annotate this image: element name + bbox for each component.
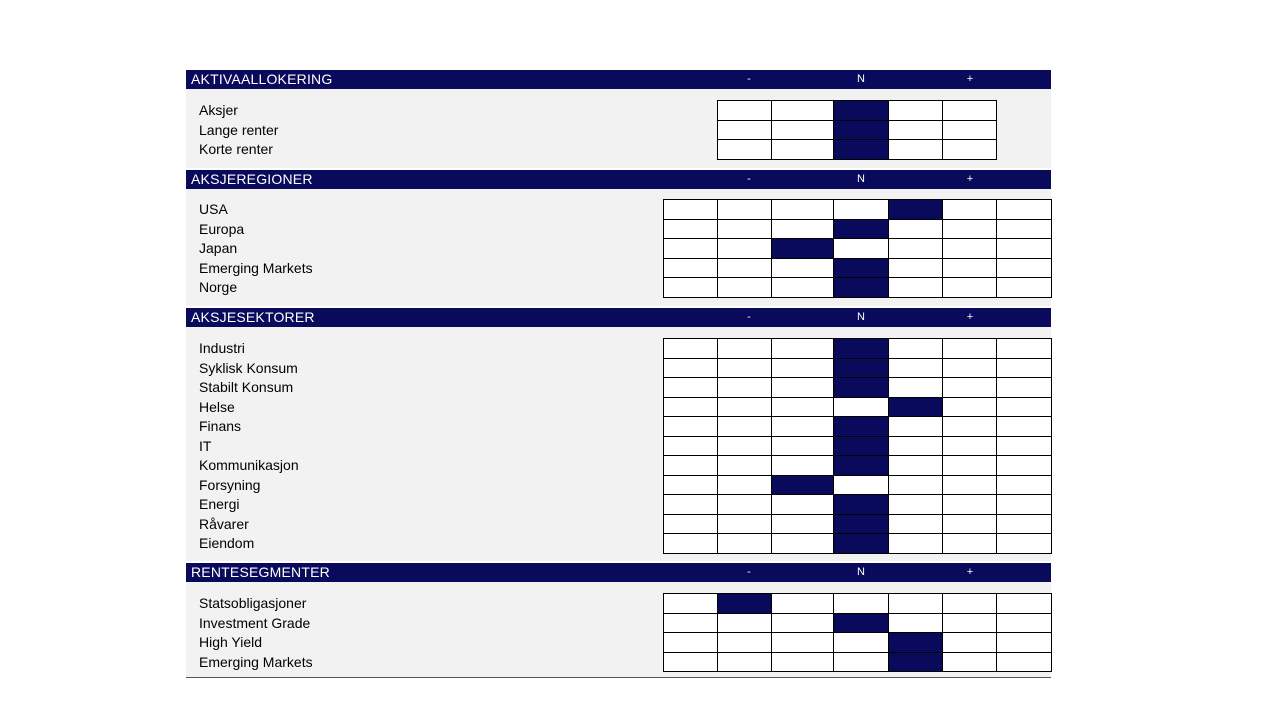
- rating-cell: [888, 377, 943, 398]
- scale-label: +: [966, 566, 974, 578]
- rating-cell: [771, 358, 834, 378]
- rating-cell: [833, 238, 889, 259]
- rating-cell: [996, 475, 1052, 495]
- row-label: Kommunikasjon: [199, 457, 299, 473]
- rating-cell: [888, 533, 943, 554]
- rating-cell: [888, 416, 943, 437]
- rating-cell: [663, 377, 718, 398]
- rating-cell: [771, 436, 834, 456]
- rating-cell-selected: [833, 120, 889, 140]
- rating-cell: [771, 397, 834, 417]
- section-header: [186, 70, 1051, 89]
- rating-cell: [663, 219, 718, 239]
- row-label: Industri: [199, 340, 245, 356]
- rating-cell-selected: [717, 593, 772, 614]
- rating-cell: [663, 277, 718, 298]
- rating-cell: [942, 514, 997, 534]
- rating-cell: [942, 120, 997, 140]
- rating-cell: [833, 397, 889, 417]
- scale-label: -: [747, 311, 751, 323]
- rating-cell: [888, 258, 943, 278]
- rating-cell: [717, 652, 772, 672]
- rating-cell: [996, 632, 1052, 653]
- rating-cell: [717, 219, 772, 239]
- rating-cell: [996, 613, 1052, 633]
- rating-cell: [771, 100, 834, 121]
- rating-cell: [833, 593, 889, 614]
- rating-cell: [717, 455, 772, 476]
- rating-cell-selected: [833, 494, 889, 515]
- row-label: Forsyning: [199, 476, 261, 493]
- rating-cell: [996, 377, 1052, 398]
- rating-cell: [771, 533, 834, 554]
- rating-cell: [942, 338, 997, 359]
- rating-cell: [996, 358, 1052, 378]
- rating-cell: [717, 100, 772, 121]
- rating-cell: [663, 338, 718, 359]
- rating-cell: [717, 613, 772, 633]
- rating-cell: [996, 436, 1052, 456]
- rating-cell: [942, 397, 997, 417]
- row-label: Finans: [199, 418, 242, 434]
- rating-cell: [717, 258, 772, 278]
- rating-cell: [888, 139, 943, 160]
- rating-cell: [771, 652, 834, 672]
- rating-cell: [942, 100, 997, 121]
- rating-cell: [663, 416, 718, 437]
- rating-cell: [717, 338, 772, 359]
- section-title: AKSJEREGIONER: [191, 171, 313, 187]
- rating-cell-selected: [771, 238, 834, 259]
- rating-cell: [717, 377, 772, 398]
- rating-cell-selected: [833, 277, 889, 298]
- rating-cell: [717, 514, 772, 534]
- rating-cell: [717, 494, 772, 515]
- rating-cell: [888, 455, 943, 476]
- rating-cell: [663, 358, 718, 378]
- rating-cell: [717, 416, 772, 437]
- rating-cell: [942, 377, 997, 398]
- scale-label: N: [857, 173, 865, 185]
- rating-cell: [771, 377, 834, 398]
- rating-cell: [888, 219, 943, 239]
- rating-cell: [942, 416, 997, 437]
- row-label: Råvarer: [199, 515, 249, 532]
- rating-cell: [996, 533, 1052, 554]
- rating-cell-selected: [833, 514, 889, 534]
- rating-cell-selected: [833, 436, 889, 456]
- rating-cell: [996, 238, 1052, 259]
- rating-cell-selected: [833, 377, 889, 398]
- rating-cell: [942, 238, 997, 259]
- scale-label: N: [857, 311, 865, 323]
- rating-cell: [888, 338, 943, 359]
- rating-cell: [663, 258, 718, 278]
- rating-cell-selected: [771, 475, 834, 495]
- rating-cell: [771, 593, 834, 614]
- rating-cell: [663, 533, 718, 554]
- rating-cell: [663, 632, 718, 653]
- row-label: Emerging Markets: [199, 259, 313, 276]
- rating-cell: [833, 475, 889, 495]
- scale-label: N: [857, 566, 865, 578]
- rating-cell: [833, 632, 889, 653]
- rating-cell: [996, 416, 1052, 437]
- rating-cell: [942, 593, 997, 614]
- rating-cell: [771, 277, 834, 298]
- rating-cell: [942, 475, 997, 495]
- rating-cell: [996, 455, 1052, 476]
- rating-cell: [663, 593, 718, 614]
- rating-cell: [996, 219, 1052, 239]
- rating-cell: [771, 455, 834, 476]
- rating-cell: [717, 120, 772, 140]
- rating-cell-selected: [888, 632, 943, 653]
- rating-cell: [996, 277, 1052, 298]
- rating-cell: [663, 652, 718, 672]
- row-label: Emerging Markets: [199, 653, 313, 670]
- row-label: Helse: [199, 398, 235, 415]
- section-title: RENTESEGMENTER: [191, 564, 330, 580]
- row-label: Energi: [199, 496, 240, 512]
- scale-label: +: [966, 311, 974, 323]
- rating-cell-selected: [833, 416, 889, 437]
- rating-cell: [888, 436, 943, 456]
- rating-cell-selected: [833, 358, 889, 378]
- rating-cell: [717, 632, 772, 653]
- rating-cell: [771, 139, 834, 160]
- row-label: Statsobligasjoner: [199, 595, 307, 611]
- rating-cell-selected: [833, 100, 889, 121]
- rating-cell: [663, 397, 718, 417]
- rating-cell: [996, 652, 1052, 672]
- rating-cell: [771, 219, 834, 239]
- rating-cell: [888, 238, 943, 259]
- rating-cell: [888, 593, 943, 614]
- rating-cell: [771, 258, 834, 278]
- rating-cell: [888, 358, 943, 378]
- rating-cell: [996, 199, 1052, 220]
- scale-label: +: [966, 173, 974, 185]
- rating-cell: [942, 277, 997, 298]
- rating-cell-selected: [833, 139, 889, 160]
- row-label: Investment Grade: [199, 614, 311, 631]
- rating-cell: [663, 613, 718, 633]
- rating-cell: [942, 652, 997, 672]
- bottom-rule: [186, 677, 1051, 678]
- rating-cell: [717, 397, 772, 417]
- rating-cell: [771, 514, 834, 534]
- rating-cell: [663, 238, 718, 259]
- rating-cell: [888, 514, 943, 534]
- rating-cell: [771, 338, 834, 359]
- rating-cell-selected: [833, 613, 889, 633]
- rating-cell: [942, 632, 997, 653]
- row-label: Europa: [199, 220, 245, 237]
- rating-cell: [996, 258, 1052, 278]
- row-label: USA: [199, 201, 228, 217]
- rating-cell: [717, 436, 772, 456]
- rating-cell: [942, 436, 997, 456]
- rating-cell: [942, 455, 997, 476]
- rating-cell: [996, 338, 1052, 359]
- rating-cell: [942, 199, 997, 220]
- rating-cell: [717, 475, 772, 495]
- scale-label: -: [747, 73, 751, 85]
- row-label: Lange renter: [199, 121, 279, 138]
- rating-cell-selected: [833, 258, 889, 278]
- rating-cell: [996, 514, 1052, 534]
- rating-cell: [663, 199, 718, 220]
- row-label: Stabilt Konsum: [199, 379, 294, 395]
- rating-cell: [663, 436, 718, 456]
- section-header: [186, 563, 1051, 582]
- rating-cell: [663, 494, 718, 515]
- rating-cell: [771, 613, 834, 633]
- rating-cell: [888, 475, 943, 495]
- rating-cell: [717, 277, 772, 298]
- rating-cell: [996, 397, 1052, 417]
- scale-label: -: [747, 566, 751, 578]
- rating-cell: [771, 632, 834, 653]
- row-label: Eiendom: [199, 535, 255, 551]
- rating-cell: [833, 652, 889, 672]
- rating-cell: [996, 494, 1052, 515]
- rating-cell: [771, 494, 834, 515]
- rating-cell: [717, 139, 772, 160]
- rating-cell: [942, 139, 997, 160]
- row-label: Japan: [199, 240, 238, 256]
- section-header: [186, 170, 1051, 189]
- rating-cell: [771, 120, 834, 140]
- rating-cell: [996, 593, 1052, 614]
- rating-cell: [942, 613, 997, 633]
- rating-cell: [717, 238, 772, 259]
- rating-cell: [663, 514, 718, 534]
- rating-cell: [888, 494, 943, 515]
- rating-cell: [942, 533, 997, 554]
- row-label: Syklisk Konsum: [199, 359, 298, 376]
- rating-cell: [663, 475, 718, 495]
- rating-cell: [771, 416, 834, 437]
- rating-cell: [717, 533, 772, 554]
- rating-cell-selected: [833, 219, 889, 239]
- section-title: AKTIVAALLOKERING: [191, 71, 333, 87]
- scale-label: N: [857, 73, 865, 85]
- row-label: Norge: [199, 279, 238, 295]
- section-header: [186, 308, 1051, 327]
- rating-cell: [942, 358, 997, 378]
- rating-cell: [717, 199, 772, 220]
- rating-cell-selected: [888, 397, 943, 417]
- row-label: Aksjer: [199, 102, 238, 118]
- rating-cell: [888, 100, 943, 121]
- rating-cell: [888, 120, 943, 140]
- row-label: Korte renter: [199, 141, 273, 157]
- rating-cell-selected: [888, 652, 943, 672]
- row-label: IT: [199, 437, 212, 454]
- rating-cell: [771, 199, 834, 220]
- rating-cell-selected: [833, 533, 889, 554]
- rating-cell: [888, 613, 943, 633]
- rating-cell: [717, 358, 772, 378]
- rating-cell: [942, 258, 997, 278]
- rating-cell: [942, 219, 997, 239]
- rating-cell: [888, 277, 943, 298]
- rating-cell-selected: [833, 455, 889, 476]
- rating-cell: [942, 494, 997, 515]
- rating-cell: [663, 455, 718, 476]
- rating-cell-selected: [888, 199, 943, 220]
- scale-label: +: [966, 73, 974, 85]
- scale-label: -: [747, 173, 751, 185]
- row-label: High Yield: [199, 634, 263, 650]
- section-title: AKSJESEKTORER: [191, 309, 315, 325]
- rating-cell-selected: [833, 338, 889, 359]
- rating-cell: [833, 199, 889, 220]
